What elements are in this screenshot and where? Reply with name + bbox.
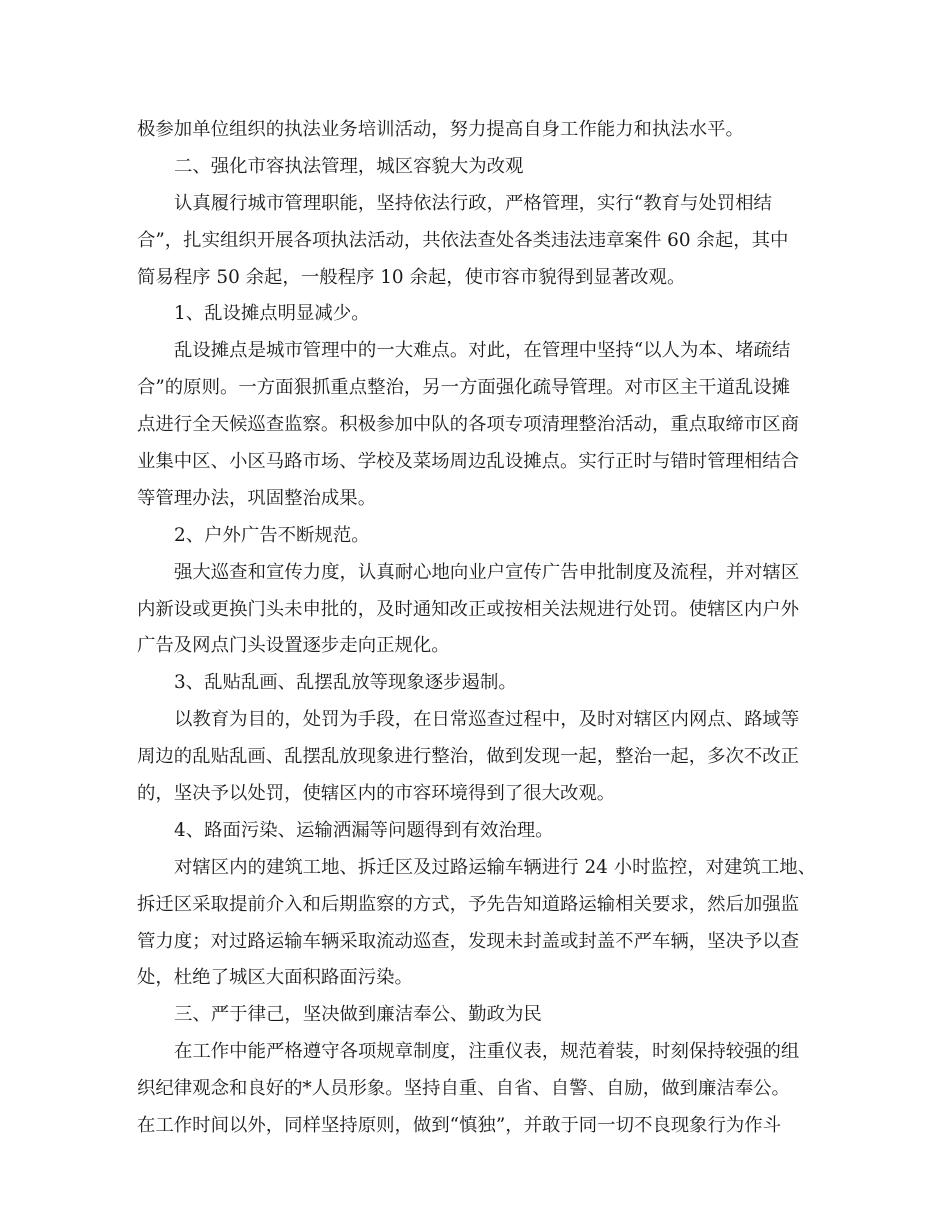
text-line: 2、户外广告不断规范。 (174, 524, 370, 546)
text-line: 以教育为目的，处罚为手段，在日常巡查过程中，及时对辖区内网点、路域等 (174, 709, 800, 731)
text-line: 广告及网点门头设置逐步走向正规化。 (137, 635, 450, 657)
text-line: 极参加单位组织的执法业务培训活动，努力提高自身工作能力和执法水平。 (137, 119, 744, 140)
text-line: 三、严于律己，坚决做到廉洁奉公、勤政为民 (174, 1004, 542, 1026)
text-line: 对辖区内的建筑工地、拆迁区及过路运输车辆进行 24 小时监控，对建筑工地、 (174, 856, 816, 878)
text-line: 周边的乱贴乱画、乱摆乱放现象进行整治，做到发现一起，整治一起，多次不改正 (137, 746, 800, 768)
text-line: 在工作时间以外，同样坚持原则，做到“慎独”，并敢于同一切不良现象行为作斗 (137, 1115, 782, 1137)
text-line: 1、乱设摊点明显减少。 (174, 303, 370, 325)
document-body (137, 112, 817, 1145)
text-line: 二、强化市容执法管理，城区容貌大为改观 (174, 155, 524, 177)
text-line: 业集中区、小区马路市场、学校及菜场周边乱设摊点。实行正时与错时管理相结合 (137, 451, 800, 473)
text-line: 3、乱贴乱画、乱摆乱放等现象逐步遏制。 (174, 672, 517, 694)
text-line: 内新设或更换门头未申批的，及时通知改正或按相关法规进行处罚。使辖区内户外 (137, 598, 800, 620)
text-line: 简易程序 50 余起，一般程序 10 余起，使市容市貌得到显著改观。 (137, 266, 686, 288)
text-line: 处，杜绝了城区大面积路面污染。 (137, 967, 413, 989)
text-line: 在工作中能严格遵守各项规章制度，注重仪表，规范着装，时刻保持较强的组 (174, 1041, 800, 1063)
text-line: 管力度；对过路运输车辆采取流动巡查，发现未封盖或封盖不严车辆，坚决予以查 (137, 930, 800, 952)
text-line: 织纪律观念和良好的*人员形象。坚持自重、自省、自警、自励，做到廉洁奉公。 (137, 1078, 790, 1100)
text-line: 等管理办法，巩固整治成果。 (137, 487, 377, 509)
text-line: 合”，扎实组织开展各项执法活动，共依法查处各类违法违章案件 60 余起，其中 (137, 229, 789, 251)
text-line: 的，坚决予以处罚，使辖区内的市容环境得到了很大改观。 (137, 783, 616, 805)
text-line: 点进行全天候巡查监察。积极参加中队的各项专项清理整治活动，重点取缔市区商 (137, 414, 800, 436)
text-line: 拆迁区采取提前介入和后期监察的方式，予先告知道路运输相关要求，然后加强监 (137, 893, 800, 915)
text-line: 强大巡查和宣传力度，认真耐心地向业户宣传广告申批制度及流程，并对辖区 (174, 561, 800, 583)
text-line: 4、路面污染、运输洒漏等问题得到有效治理。 (174, 819, 554, 841)
text-line: 乱设摊点是城市管理中的一大难点。对此，在管理中坚持“以人为本、堵疏结 (174, 340, 791, 362)
text-line: 认真履行城市管理职能，坚持依法行政，严格管理，实行“教育与处罚相结 (174, 192, 772, 214)
text-line: 合”的原则。一方面狠抓重点整治，另一方面强化疏导管理。对市区主干道乱设摊 (137, 377, 791, 399)
